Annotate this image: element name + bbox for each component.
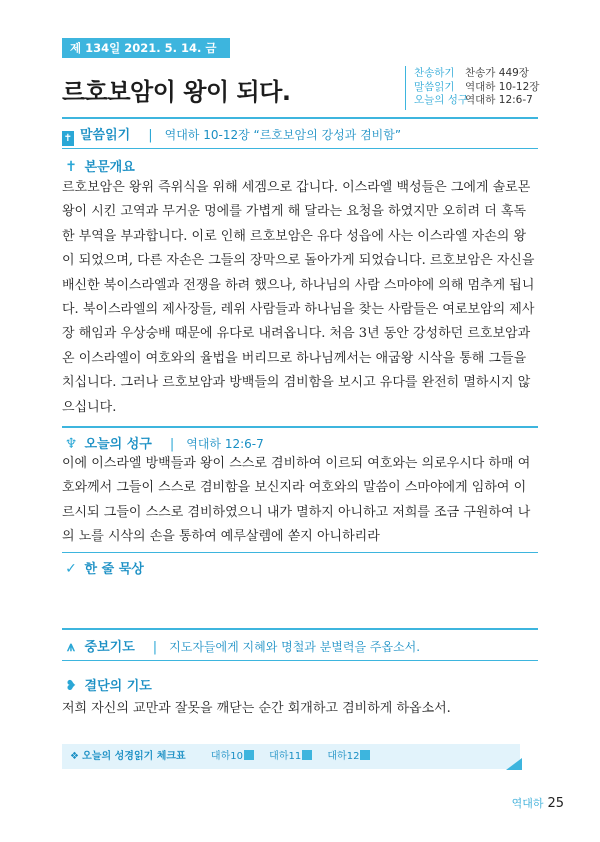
ref-verse: 오늘의 성구역대하 12:6-7 [414,94,533,106]
title-divider [405,66,406,110]
check-item-10[interactable]: 대하10 [211,751,254,762]
page-number: 25 [547,796,564,811]
chalice-icon: ♆ [64,436,78,452]
meditation-heading: ✓ 한 줄 묵상 [62,558,144,577]
footer-book: 역대하 [511,797,544,810]
section-divider [62,628,538,630]
page-title: 르호보암이 왕이 되다. [62,78,291,106]
verse-line: 이에 이스라엘 방백들과 왕이 스스로 겸비하여 이르되 여호와는 의로우시다 하매 여 [62,456,531,471]
section-divider [62,660,538,661]
section-divider [62,117,538,119]
resolution-body [62,697,540,721]
summary-line: 으십니다. [62,399,117,415]
ref-reading: 말씀읽기 역대하 10-12장 [414,80,540,93]
summary-line: 온 이스라엘이 여호와의 율법을 버리므로 하나님께서는 애굽왕 시삭을 통해 그들을 [62,350,527,366]
checkmark-icon: ✓ [65,561,77,577]
summary-line: 왕이 시킨 고역과 무거운 멍에를 가볍게 해 달라는 요청을 하였지만 오히려 더 혹독 [62,204,527,220]
intercession-heading: ⩚ 중보기도 | 지도자들에게 지혜와 명철과 분별력을 주옵소서. [62,636,420,655]
section-divider [62,426,538,428]
summary-line: 다. 북이스라엘의 제사장들, 레위 사람들과 하나님을 찾는 사람들은 여로보암의 제사 [62,302,535,318]
check-item-12[interactable]: 대하12 [327,751,370,762]
verse-body [62,452,540,550]
resolution-heading: ❥ 결단의 기도 [62,675,152,694]
summary-heading: ✝ 본문개요 [62,156,135,175]
diamond-icon: ❖ [70,751,83,762]
page-footer [512,795,564,811]
verse-line: 의 노를 시삭의 손을 통하여 예루살렘에 쏟지 아니하리라 [62,529,380,545]
summary-line: 배신한 북이스라엘과 전쟁을 하려 했으나, 하나님의 사람 스마야에 의해 멈추게 됩니 [62,277,535,293]
verse-ref: 역대하 12:6-7 [186,437,264,451]
praying-hands-icon: ⩚ [67,639,75,655]
summary-body [62,176,540,420]
bible-icon: ✝ [63,133,73,144]
summary-line: 장 해임과 우상숭배 때문에 유다로 내려옵니다. 처음 3년 동안 강성하던 르호보암과 [62,326,531,342]
summary-line: 르호보암은 왕위 즉위식을 위해 세겜으로 갑니다. 이스라엘 백성들은 그에게 솔로몬 [62,180,531,195]
verse-line: 르시되 그들이 스스로 겸비하였으니 내가 멸하지 아니하고 저희를 조금 구원하여 나 [62,504,531,520]
reading-checklist: ❖ 오늘의 성경읽기 체크표 대하10 대하11 대하12 [70,748,382,765]
checkbox[interactable] [302,750,312,760]
summary-line: 이 되었으며, 다른 자손은 그들의 장막으로 돌아가게 되었습니다. 르호보암은 자신을 [62,253,535,269]
resolution-line: 저희 자신의 교만과 잘못을 깨닫는 순간 회개하고 겸비하게 하옵소서. [62,701,451,716]
intercession-text: 지도자들에게 지혜와 명철과 분별력을 주옵소서. [169,640,421,654]
summary-line: 치십니다. 그러나 르호보암과 방백들의 겸비함을 보시고 유다를 완전히 멸하시지 않 [62,375,531,391]
reading-heading: ✝ 말씀읽기 | 역대하 10-12장 “르호보암의 강성과 겸비함” [63,128,402,144]
section-divider [62,148,538,149]
reference-box [414,67,539,108]
cross-icon: ✝ [65,159,77,175]
checkbox[interactable] [244,750,254,760]
verse-heading: ♆ 오늘의 성구 | 역대하 12:6-7 [62,433,264,452]
summary-line: 한 부역을 부과합니다. 이로 인해 르호보암은 유다 성읍에 사는 이스라엘 자손의 왕 [62,228,527,244]
date-tag: 제 134일 2021. 5. 14. 금 [62,38,230,58]
reading-ref: 역대하 10-12장 “르호보암의 강성과 겸비함” [164,128,402,142]
checkbox[interactable] [360,750,370,760]
verse-line: 호와께서 그들이 스스로 겸비함을 보신지라 여호와의 말씀이 스마야에게 임하여 이 [62,480,527,496]
dove-icon: ❥ [65,678,77,694]
check-item-11[interactable]: 대하11 [269,751,312,762]
ref-hymn: 찬송하기 찬송가 449장 [414,67,529,79]
section-divider [62,552,538,553]
page-fold-corner [506,758,522,770]
